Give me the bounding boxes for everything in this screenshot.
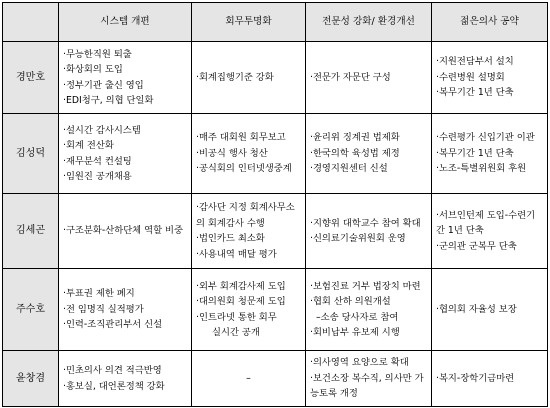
- table-row: [3, 42, 548, 114]
- list-item: ·서브인턴제 도입-수련기간 1년 단축: [436, 209, 536, 237]
- list-item: 실시간 공개: [212, 327, 260, 338]
- header-system-reform: 시스템 개편: [59, 3, 192, 42]
- list-item: ·경영지원센터 신설: [310, 163, 388, 175]
- cell-system-reform: [59, 42, 192, 114]
- list-item: ·회계집행기준 강화: [196, 71, 274, 83]
- table-row: [3, 114, 548, 194]
- list-item: ·한국의학 육성법 제정: [310, 147, 400, 159]
- list-item: ·복무기간 1년 단축: [436, 87, 514, 99]
- list-item: ·회계 전산화: [63, 140, 114, 151]
- list-item: ·수련평가 신입기관 이관: [436, 132, 535, 144]
- list-item: ·비공식 행사 청산: [196, 147, 268, 159]
- candidate-name: 경만호: [3, 42, 59, 114]
- list-item: ·무능한직원 퇴출: [63, 48, 132, 60]
- cell-expertise: [306, 114, 432, 194]
- list-item: ·복무기간 1년 단축: [436, 147, 514, 159]
- header-row: [3, 3, 548, 42]
- list-item: ·수련병원 설명회: [436, 71, 505, 83]
- list-item: ·노조-특별위원회 후원: [436, 163, 527, 175]
- candidate-name: 주수호: [3, 269, 59, 351]
- list-item: ·지원전담부서 설치: [436, 56, 514, 68]
- cell-system-reform: [59, 351, 192, 407]
- cell-system-reform: [59, 194, 192, 269]
- table-row: [3, 351, 548, 407]
- cell-young-doctor: [432, 194, 548, 269]
- list-item: ·전 임명직 실적평가: [63, 303, 144, 315]
- list-item: ·대의원회 청문제 도입: [196, 296, 286, 307]
- candidate-name: 김세곤: [3, 194, 59, 269]
- cell-expertise: [306, 194, 432, 269]
- list-item: ·매주 대회원 회무보고: [196, 132, 286, 144]
- list-item: ·투표권 제한 폐지: [63, 288, 135, 300]
- list-item: ·군의관 군복무 단축: [436, 240, 517, 252]
- table-row: [3, 269, 548, 351]
- list-item: ·회비납부 유보제 시행: [310, 327, 400, 338]
- list-item: ·보험진료 거부 법장치 마련: [310, 280, 421, 292]
- list-item: ·감사단 지정 회계사무소의 회계감사 수행: [196, 202, 295, 229]
- candidate-name: 윤창겸: [3, 351, 59, 407]
- list-item: ·복지-장학기금마련: [436, 372, 515, 384]
- table-row: [3, 194, 548, 269]
- list-item: ·공식회의 인터넷생중계: [196, 163, 292, 175]
- cell-expertise: [306, 42, 432, 114]
- list-item: –소송 당사자로 참여: [316, 311, 399, 323]
- cell-transparency: [192, 114, 306, 194]
- cell-young-doctor: [432, 114, 548, 194]
- list-item: ·전문가 자문단 구성: [310, 71, 391, 83]
- list-item: ·보건소장 복수직, 의사만 가능토록 개정: [310, 372, 424, 400]
- list-item: ·임원진 공개채용: [63, 171, 132, 182]
- list-item: ·신의료기술위원회 운영: [310, 233, 406, 244]
- list-item: ·사용내역 매달 평가: [196, 248, 277, 260]
- cell-transparency: [192, 351, 306, 407]
- list-item: ·법인카드 최소화: [196, 233, 265, 244]
- cell-young-doctor: [432, 351, 548, 407]
- list-item: ·인트라넷 통한 회무: [196, 311, 277, 323]
- list-item: ·인력-조직관리부서 신설: [63, 319, 163, 331]
- candidate-name: 김성덕: [3, 114, 59, 194]
- list-item: ·윤리위 징계권 법제화: [310, 132, 400, 144]
- header-transparency: 회무투명화: [192, 3, 306, 42]
- cell-transparency: [192, 269, 306, 351]
- list-item: ·설시간 감사시스템: [63, 124, 141, 136]
- cell-transparency: [192, 42, 306, 114]
- corner-header-cell: [3, 3, 59, 42]
- cell-young-doctor: [432, 42, 548, 114]
- list-item: ·지향위 대학교수 참여 확대: [310, 217, 421, 229]
- list-item: ·협회 산하 의원개설: [310, 296, 391, 307]
- cell-system-reform: [59, 269, 192, 351]
- cell-system-reform: [59, 114, 192, 194]
- cell-young-doctor: [432, 269, 548, 351]
- policy-comparison-table: [2, 2, 548, 407]
- list-item: ·화상회의 도입: [63, 64, 123, 75]
- cell-expertise: [306, 269, 432, 351]
- list-item: ·구조분화-산하단체 역할 비중: [63, 225, 183, 237]
- list-item: –: [246, 372, 251, 384]
- list-item: ·홍보실, 대언론정책 강화: [63, 380, 165, 392]
- list-item: ·정부기관 출신 영입: [63, 79, 144, 91]
- list-item: ·재무분석 컨설팅: [63, 155, 132, 167]
- list-item: ·EDI청구, 의협 단일화: [63, 95, 154, 106]
- list-item: ·협의회 자율성 보장: [436, 303, 517, 315]
- header-expertise: 전문성 강화/ 환경개선: [306, 3, 432, 42]
- list-item: ·외부 회계감사제 도입: [196, 280, 286, 292]
- cell-expertise: [306, 351, 432, 407]
- list-item: ·의사영역 요양으로 확대: [310, 357, 409, 369]
- cell-transparency: [192, 194, 306, 269]
- header-young-doctor: 젊은의사 공약: [432, 3, 548, 42]
- list-item: ·민초의사 의견 적극반영: [63, 365, 162, 376]
